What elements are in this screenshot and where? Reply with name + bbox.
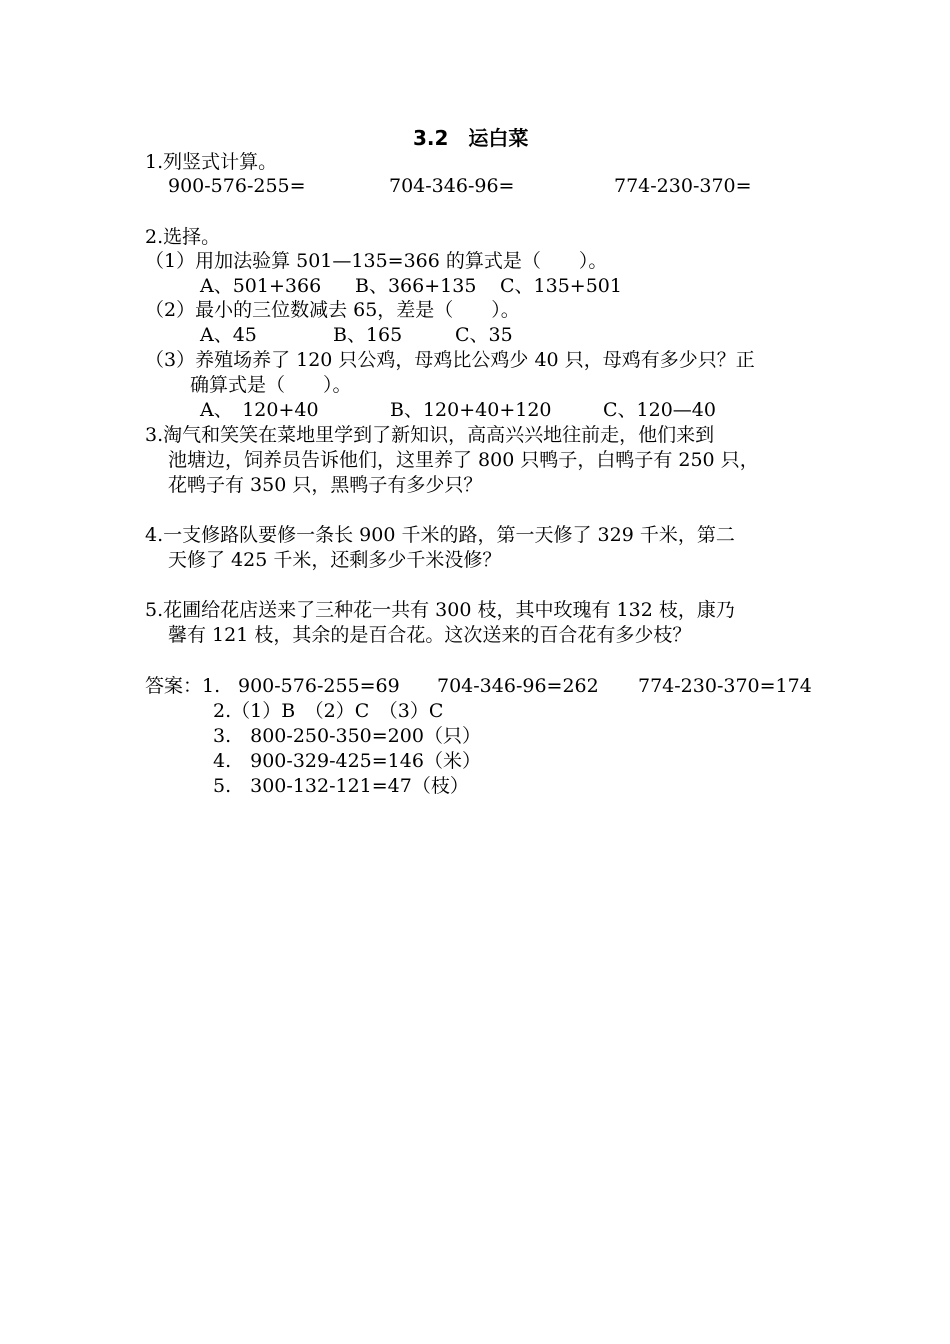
answers-label: 答案：1. [145,675,221,697]
q2-sub1-option-b: B、366+135 [355,275,477,297]
q2-sub3-question-line2: 确算式是（ ）。 [190,374,352,396]
q2-sub3-option-c: C、120—40 [603,399,716,421]
q2-sub3-question-line1: （3）养殖场养了 120 只公鸡，母鸡比公鸡少 40 只，母鸡有多少只？正 [145,349,755,371]
q5-line1: 5.花圃给花店送来了三种花一共有 300 枝，其中玫瑰有 132 枝，康乃 [145,599,735,621]
answer-1-item-1: 900-576-255=69 [238,675,400,697]
q2-sub1-option-a: A、501+366 [200,275,322,297]
q2-sub2-option-a: A、45 [200,324,257,346]
answer-5: 5. 300-132-121=47（枝） [213,775,469,797]
q3-line1: 3.淘气和笑笑在菜地里学到了新知识，高高兴兴地往前走，他们来到 [145,424,715,446]
q2-sub3-option-b: B、120+40+120 [390,399,552,421]
q2-sub2-option-c: C、35 [455,324,513,346]
q4-line2: 天修了 425 千米，还剩多少千米没修？ [168,549,502,571]
q2-sub3-option-a: A、 120+40 [200,399,319,421]
q3-line3: 花鸭子有 350 只，黑鸭子有多少只？ [168,474,483,496]
q1-label: 1.列竖式计算。 [145,151,278,173]
answer-3: 3. 800-250-350=200（只） [213,725,481,747]
q4-line1: 4.一支修路队要修一条长 900 千米的路，第一天修了 329 千米，第二 [145,524,735,546]
q2-sub2-question: （2）最小的三位数减去 65，差是（ ）。 [145,299,520,321]
q2-sub1-option-c: C、135+501 [500,275,622,297]
answer-4: 4. 900-329-425=146（米） [213,750,481,772]
q1-item-3: 774-230-370= [614,175,752,197]
page-title: 3.2 运白菜 [413,126,529,150]
q5-line2: 馨有 121 枝，其余的是百合花。这次送来的百合花有多少枝？ [168,624,692,646]
answer-1-item-3: 774-230-370=174 [638,675,812,697]
q1-item-1: 900-576-255= [168,175,306,197]
q1-item-2: 704-346-96= [389,175,515,197]
q3-line2: 池塘边，饲养员告诉他们，这里养了 800 只鸭子，白鸭子有 250 只， [168,449,759,471]
q2-sub1-question: （1）用加法验算 501—135=366 的算式是（ ）。 [145,250,608,272]
q2-label: 2.选择。 [145,226,221,248]
q2-sub2-option-b: B、165 [333,324,403,346]
answer-1-item-2: 704-346-96=262 [437,675,599,697]
answer-2: 2.（1）B （2）C （3）C [213,700,444,722]
